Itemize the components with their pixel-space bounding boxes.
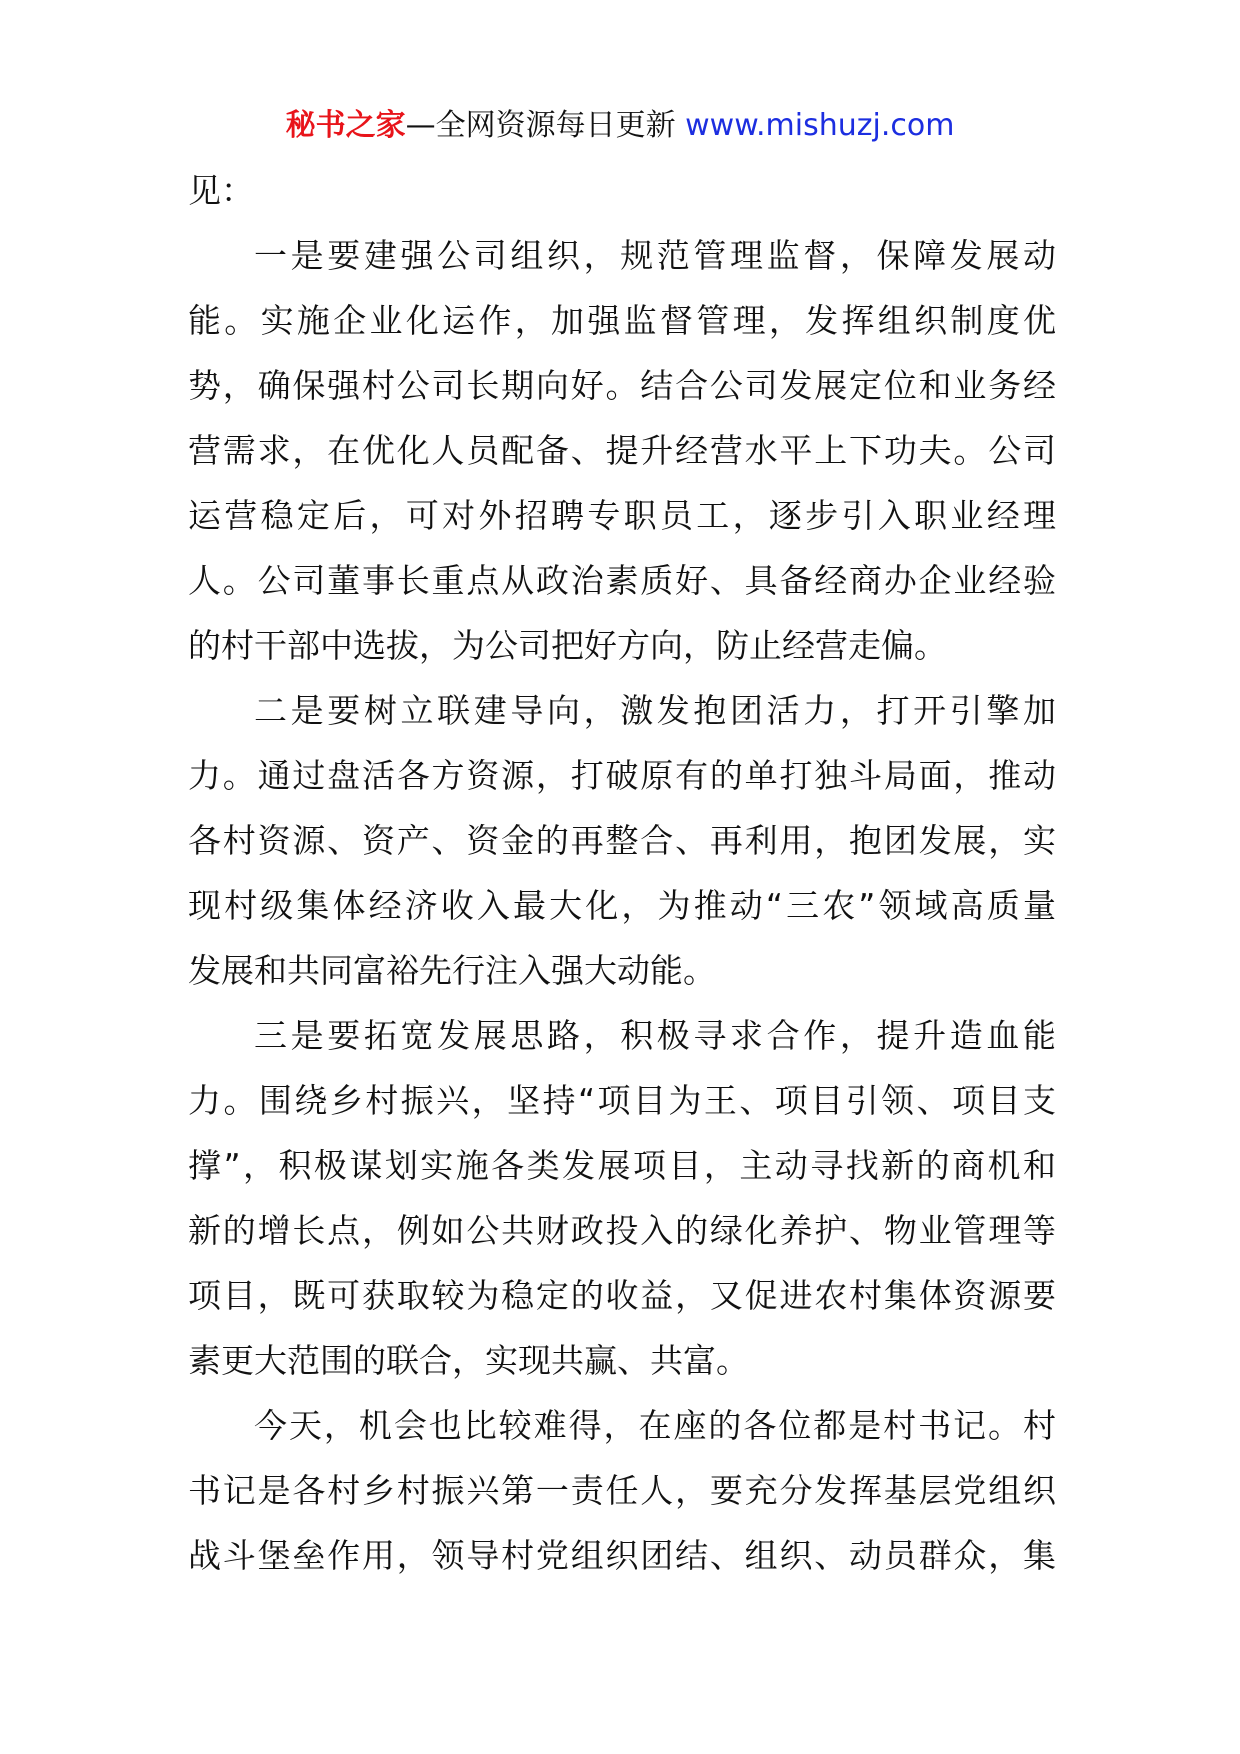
text-line: 书记是各村乡村振兴第一责任人，要充分发挥基层党组织 (188, 1471, 1056, 1510)
text-line: 见： (188, 171, 254, 210)
text-line: 能。实施企业化运作，加强监督管理，发挥组织制度优 (188, 301, 1056, 340)
text-line-paragraph-start: 三是要拓宽发展思路，积极寻求合作，提升造血能 (254, 1016, 1056, 1055)
text-line-paragraph-end: 素更大范围的联合，实现共赢、共富。 (188, 1341, 749, 1380)
text-line: 新的增长点，例如公共财政投入的绿化养护、物业管理等 (188, 1211, 1056, 1250)
text-line: 人。公司董事长重点从政治素质好、具备经商办企业经验 (188, 561, 1056, 600)
text-line: 现村级集体经济收入最大化，为推动“三农”领域高质量 (188, 886, 1056, 925)
document-body (188, 158, 1056, 1588)
text-line-paragraph-end: 的村干部中选拔，为公司把好方向，防止经营走偏。 (188, 626, 947, 665)
text-line: 运营稳定后，可对外招聘专职员工，逐步引入职业经理 (188, 496, 1056, 535)
text-line-paragraph-start: 今天，机会也比较难得，在座的各位都是村书记。村 (254, 1406, 1056, 1445)
text-line: 力。通过盘活各方资源，打破原有的单打独斗局面，推动 (188, 756, 1056, 795)
text-line: 战斗堡垒作用，领导村党组织团结、组织、动员群众，集 (188, 1536, 1056, 1575)
text-line-paragraph-end: 发展和共同富裕先行注入强大动能。 (188, 951, 716, 990)
text-line: 营需求，在优化人员配备、提升经营水平上下功夫。公司 (188, 431, 1056, 470)
header-slogan: —全网资源每日更新 (405, 108, 676, 143)
text-line: 项目，既可获取较为稳定的收益，又促进农村集体资源要 (188, 1276, 1056, 1315)
text-line: 力。围绕乡村振兴，坚持“项目为王、项目引领、项目支 (188, 1081, 1056, 1120)
header-url-link[interactable]: www.mishuzj.com (685, 108, 955, 143)
text-line-paragraph-start: 二是要树立联建导向，激发抱团活力，打开引擎加 (254, 691, 1056, 730)
page-header (0, 100, 1240, 152)
header-brand: 秘书之家 (285, 108, 406, 143)
text-line: 撑”，积极谋划实施各类发展项目，主动寻找新的商机和 (188, 1146, 1056, 1185)
text-line: 各村资源、资产、资金的再整合、再利用，抱团发展，实 (188, 821, 1056, 860)
text-line-paragraph-start: 一是要建强公司组织，规范管理监督，保障发展动 (254, 236, 1056, 275)
text-line: 势，确保强村公司长期向好。结合公司发展定位和业务经 (188, 366, 1056, 405)
